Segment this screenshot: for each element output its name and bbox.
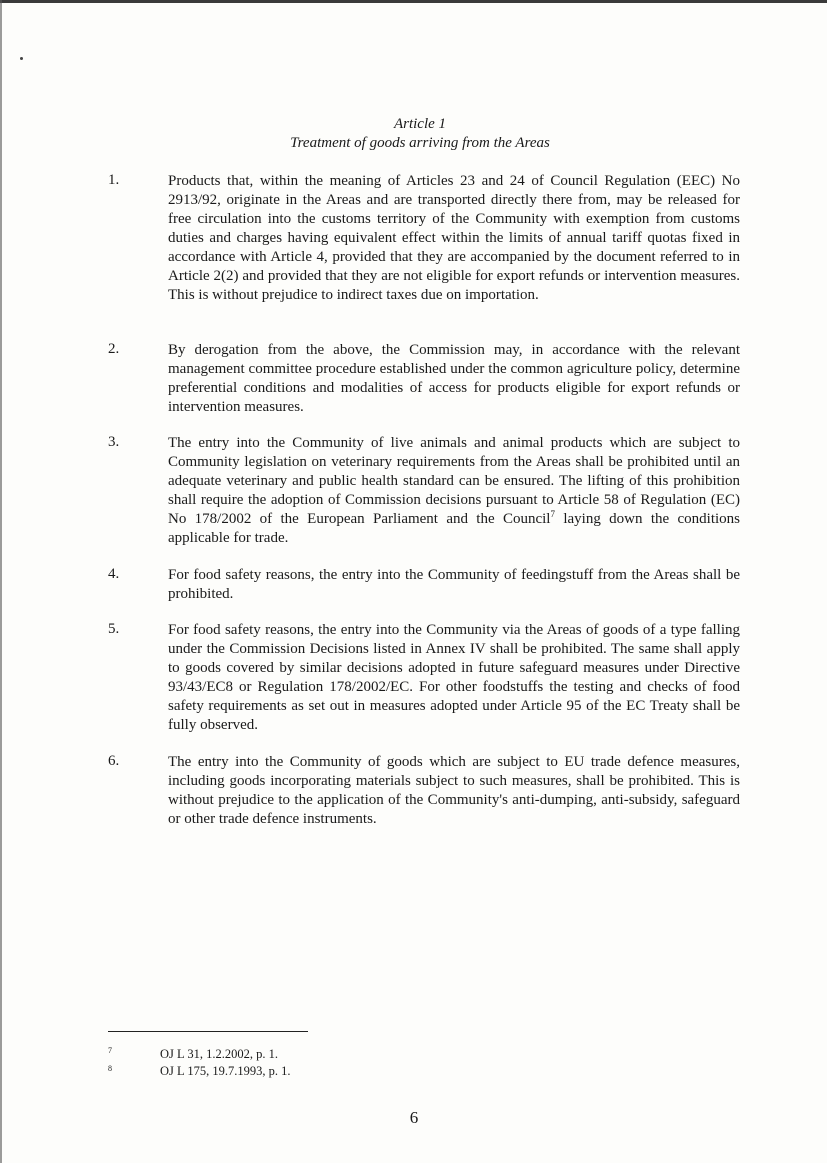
paragraph-number: 6. bbox=[108, 753, 120, 769]
scan-speck bbox=[20, 57, 23, 60]
footnote-number: 8 bbox=[108, 1064, 112, 1073]
article-title: Treatment of goods arriving from the Areas bbox=[290, 135, 550, 151]
footnote-reference: 7 bbox=[550, 509, 555, 519]
paragraph-number: 5. bbox=[108, 621, 120, 637]
paragraph-number: 2. bbox=[108, 341, 120, 357]
paragraph-number: 1. bbox=[108, 172, 120, 188]
paragraph-number: 4. bbox=[108, 566, 120, 582]
footnote-text: OJ L 175, 19.7.1993, p. 1. bbox=[160, 1064, 291, 1078]
paragraph-text-part: The entry into the Community of live animals and animal products which are subject to Community legislation on veterinary requirements from the Areas shall be prohibited until an adequate veterinary and public health standard can be ensured. The lifting of this prohibition shall require the adoption of Commission decisions pursuant to Article 58 of Regulation (EC) No 178/2002 of the European Parliament and the Council bbox=[168, 435, 740, 527]
article-number: Article 1 bbox=[393, 116, 447, 132]
paragraph-text: By derogation from the above, the Commission may, in accordance with the relevant management committee procedure established under the common agriculture policy, determine preferential conditions and modalities of access for products eligible for export refunds or intervention measures. bbox=[168, 342, 740, 415]
scan-top-edge bbox=[0, 0, 827, 3]
footnote-number: 7 bbox=[108, 1046, 112, 1055]
footnote-text: OJ L 31, 1.2.2002, p. 1. bbox=[160, 1047, 278, 1061]
footnote-separator bbox=[108, 1031, 308, 1032]
paragraph-text: The entry into the Community of goods which are subject to EU trade defence measures, including goods incorporating materials subject to such measures, shall be prohibited. This is without prejudice to the application of the Community's anti-dumping, anti-subsidy, safeguard or other trade defence instruments. bbox=[168, 754, 740, 827]
paragraph-text: Products that, within the meaning of Articles 23 and 24 of Council Regulation (EEC) No 2913/92, originate in the Areas and are transported directly there from, may be released for free circulation into the customs territory of the Community with exemption from customs duties and charges having equivalent effect within the limits of annual tariff quotas fixed in accordance with Article 4, provided that they are accompanied by the document referred to in Article 2(2) and provided that they are not eligible for export refunds or intervention measures. This is without prejudice to indirect taxes due on importation. bbox=[168, 173, 740, 303]
paragraph-text-part: laying down the conditions applicable for trade. bbox=[168, 511, 740, 546]
page-number: 6 bbox=[409, 1108, 419, 1127]
paragraph-text: For food safety reasons, the entry into the Community of feedingstuff from the Areas shall be prohibited. bbox=[168, 567, 740, 602]
paragraph-text bbox=[168, 434, 740, 548]
scan-left-edge bbox=[0, 0, 2, 1163]
paragraph-text: For food safety reasons, the entry into the Community via the Areas of goods of a type falling under the Commission Decisions listed in Annex IV shall be prohibited. The same shall apply to goods covered by similar decisions adopted in future safeguard measures under Directive 93/43/EC8 or Regulation 178/2002/EC. For other foodstuffs the testing and checks of food safety requirements as set out in measures adopted under Article 95 of the EC Treaty shall be fully observed. bbox=[168, 622, 740, 733]
paragraph-number: 3. bbox=[108, 434, 120, 450]
